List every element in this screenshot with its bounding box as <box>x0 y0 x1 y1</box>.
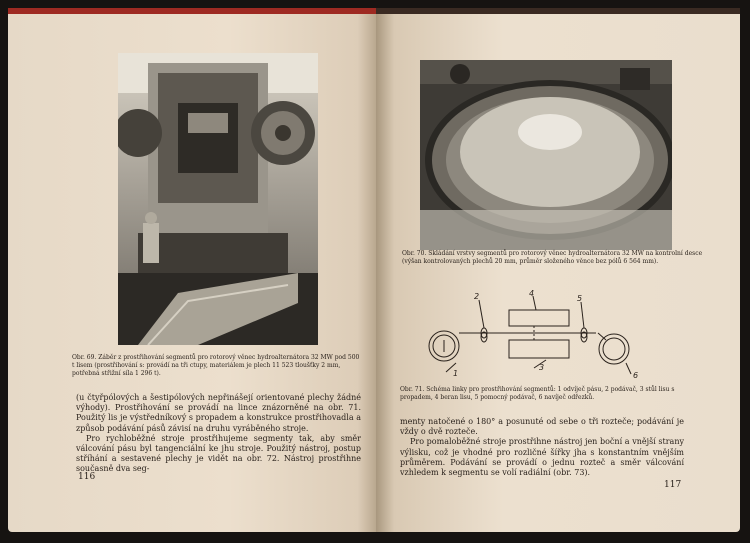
segment-ring-photo <box>420 60 672 250</box>
right-page <box>376 8 740 532</box>
right-paragraph-1: menty natočené o 180° a posunuté od sebe o tři rozteče; podávání je vždy o dvě rozteče. <box>400 417 684 437</box>
left-page <box>8 8 376 532</box>
figure-71-caption: Obr. 71. Schéma linky pro prostřihování segmentů: 1 odvíječ pásu, 2 podávač, 3 stůl lisu s propadem, 4 beran lisu, 5 pomocný podávač, 6 navíječ odřezků. <box>400 386 675 401</box>
press-photo <box>118 53 318 345</box>
figure-69-caption: Obr. 69. Záběr z prostřihování segmentů pro rotorový věnec hydroalternátora 32 MW pod 500 t lisem (prostřihování s: provádí na tři ctupy, materiálem je plech 11 523 tloušťky 2 mm, potřebná střižní síla 1 296 t). <box>72 354 360 377</box>
diagram-label-6: 6 <box>633 371 639 380</box>
left-body-text <box>76 393 361 475</box>
page-number-left: 116 <box>78 472 96 482</box>
right-paragraph-2: Pro pomaloběžné stroje prostřihne nástroj jen boční a vnější strany výlisku, což je vhodné pro rozličné šířky jha s konstantním vnějším průměrem. Podávání se provádí o jednu rozteč a směr válcování vzhledem k segmentu se volí radiální (obr. 73). <box>400 437 684 478</box>
diagram-label-1: 1 <box>453 369 459 378</box>
diagram-label-5: 5 <box>577 294 583 303</box>
left-paragraph-1: (u čtyřpólových a šestipólových nepřinášejí orientované plechy žádné výhody). Prostřihování se provádí na lince znázorněné na obr. 71. Použitý lis je výstředníkový s propadem a konstrukce prostřihovadla a způsob podávání pásů závisí na druhu vyráběného stroje. <box>76 393 361 433</box>
red-edge <box>8 8 376 14</box>
figure-70-caption: Obr. 70. Skládání vrstvy segmentů pro rotorový věnec hydroalternátora 32 MW na kontrolní desce (výšan kontrolovaných plechů 20 mm, průměr složeného věnce bez pólů 6 564 mm). <box>402 250 703 265</box>
diagram-label-4: 4 <box>529 289 535 298</box>
diagram-label-2: 2 <box>474 292 480 301</box>
press-line-diagram <box>416 288 646 388</box>
diagram-label-3: 3 <box>539 363 545 372</box>
page-number-right: 117 <box>664 480 682 490</box>
left-paragraph-2: Pro rychloběžné stroje prostřihujeme segmenty tak, aby směr válcování pásu byl tangenciální ke jhu stroje. Použitý nástroj, postup stříhání a sestavené plechy je vidět na obr. 72. Nástroj prostřihne současně dva seg- <box>76 433 361 474</box>
red-edge <box>376 8 740 14</box>
right-body-text <box>400 417 684 478</box>
